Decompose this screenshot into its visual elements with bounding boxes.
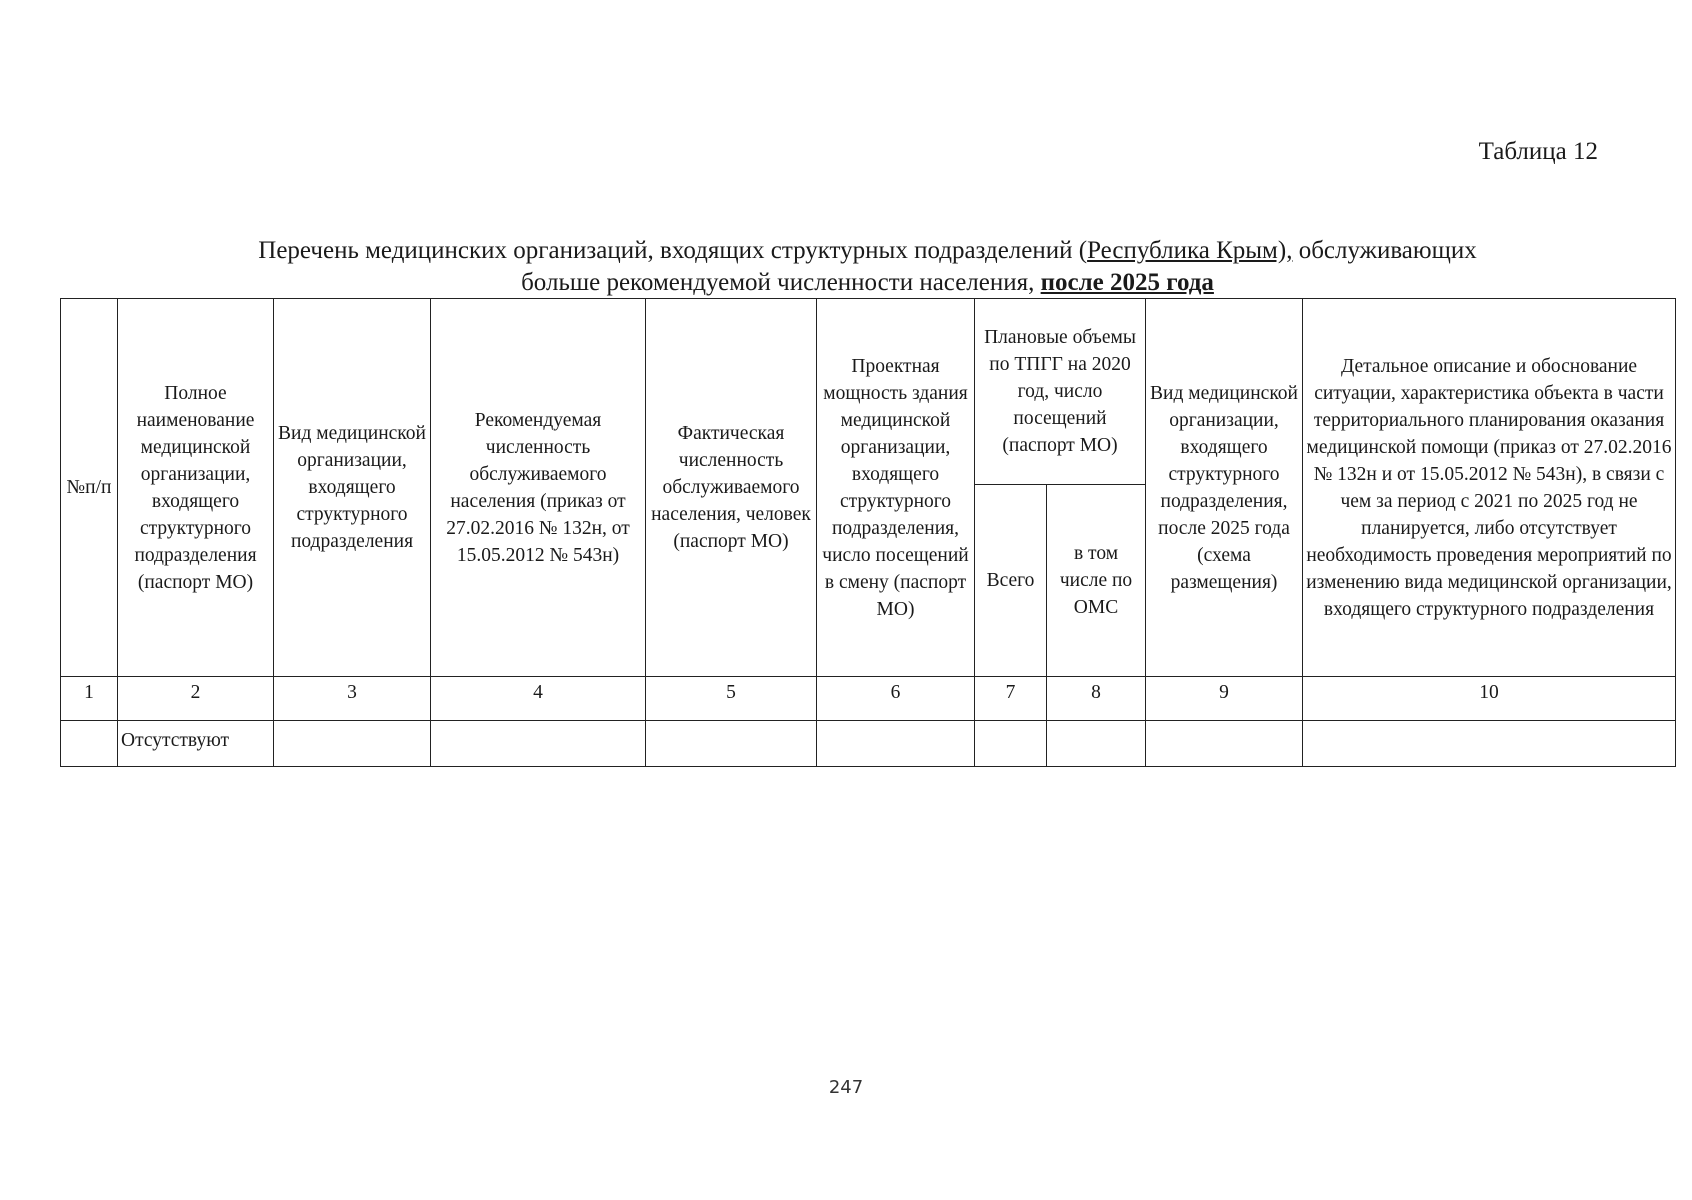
table-cell xyxy=(817,721,975,767)
header-planned-volumes: Плановые объемы по ТПГГ на 2020 год, число посещений (паспорт МО) xyxy=(975,299,1146,485)
title-part2: обслуживающих xyxy=(1292,237,1477,264)
table-cell: Отсутствуют xyxy=(118,721,274,767)
table-cell xyxy=(975,721,1047,767)
column-number: 7 xyxy=(975,677,1047,721)
table-cell xyxy=(61,721,118,767)
header-row xyxy=(61,299,1676,485)
header-description: Детальное описание и обоснование ситуации, характеристика объекта в части территориального планирования оказания медицинской помощи (приказ от 27.02.2016 № 132н и от 15.05.2012 № 543н), в связи с чем за период с 2021 по 2025 год не планируется, либо отсутствует необходимость проведения мероприятий по изменению вида медицинской организации, входящего структурного подразделения xyxy=(1303,299,1676,677)
table-cell xyxy=(1303,721,1676,767)
column-number: 9 xyxy=(1146,677,1303,721)
title-part1: Перечень медицинских организаций, входящих структурных подразделений ( xyxy=(258,237,1088,264)
header-full-name: Полное наименование медицинской организации, входящего структурного подразделения (паспорт МО) xyxy=(118,299,274,677)
title-line2: больше рекомендуемой численности населения, xyxy=(521,269,1041,296)
table-cell xyxy=(1047,721,1146,767)
header-org-type-after-2025: Вид медицинской организации, входящего структурного подразделения, после 2025 года (схема размещения) xyxy=(1146,299,1303,677)
document-title xyxy=(60,235,1675,299)
table-cell xyxy=(274,721,431,767)
page-number: 247 xyxy=(828,1077,864,1098)
header-design-capacity: Проектная мощность здания медицинской организации, входящего структурного подразделения, число посещений в смену (паспорт МО) xyxy=(817,299,975,677)
column-number: 8 xyxy=(1047,677,1146,721)
header-total: Всего xyxy=(975,485,1047,677)
header-number: №п/п xyxy=(61,299,118,677)
column-number: 4 xyxy=(431,677,646,721)
header-oms: в том числе по ОМС xyxy=(1047,485,1146,677)
column-number: 5 xyxy=(646,677,817,721)
table-row xyxy=(61,721,1676,767)
table-cell xyxy=(646,721,817,767)
table-cell xyxy=(431,721,646,767)
organizations-table xyxy=(60,298,1676,767)
header-actual-population: Фактическая численность обслуживаемого населения, человек (паспорт МО) xyxy=(646,299,817,677)
column-number: 10 xyxy=(1303,677,1676,721)
column-number: 3 xyxy=(274,677,431,721)
header-org-type: Вид медицинской организации, входящего структурного подразделения xyxy=(274,299,431,677)
column-number: 1 xyxy=(61,677,118,721)
table-cell xyxy=(1146,721,1303,767)
title-period: после 2025 года xyxy=(1040,269,1214,296)
title-region: Республика Крым), xyxy=(1087,237,1293,264)
column-number: 2 xyxy=(118,677,274,721)
column-number: 6 xyxy=(817,677,975,721)
table-caption: Таблица 12 xyxy=(1478,138,1598,165)
header-recommended-population: Рекомендуемая численность обслуживаемого населения (приказ от 27.02.2016 № 132н, от 15.05.2012 № 543н) xyxy=(431,299,646,677)
column-number-row xyxy=(61,677,1676,721)
